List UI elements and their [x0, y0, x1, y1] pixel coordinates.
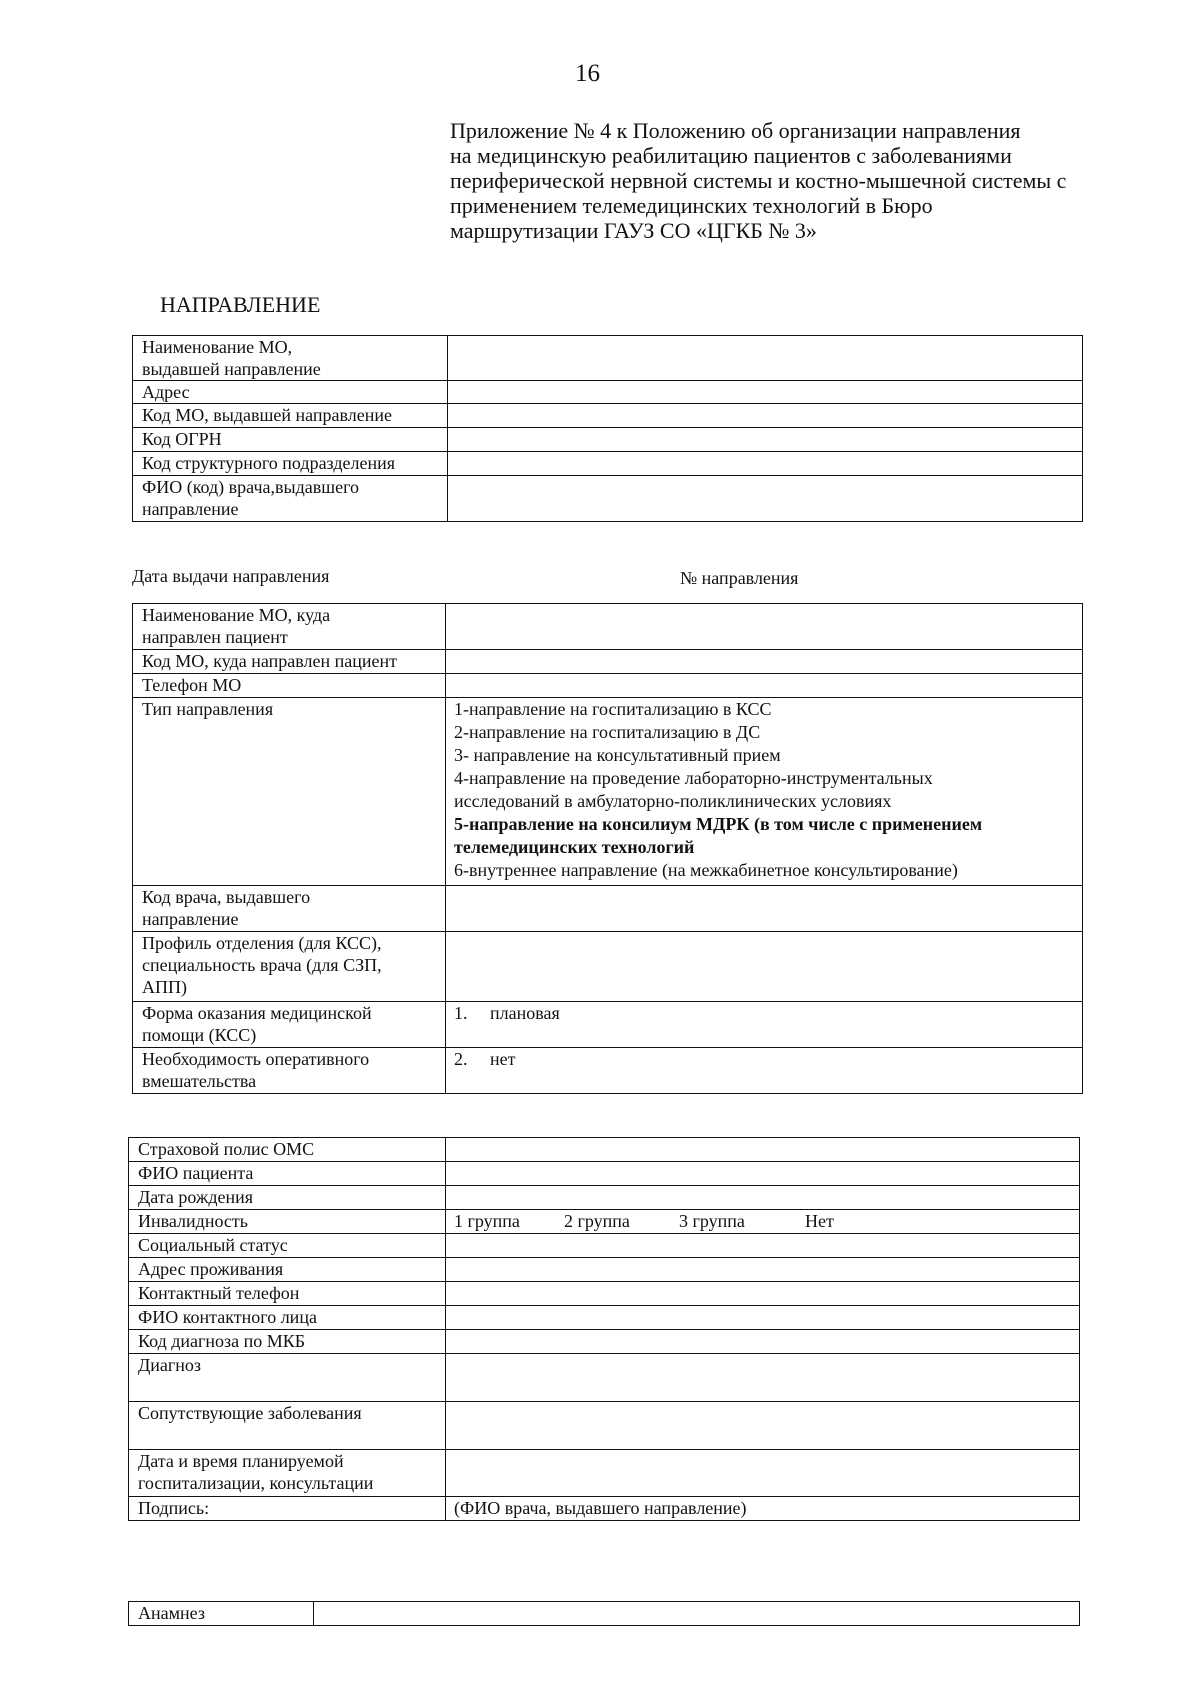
appendix-line: периферической нервной системы и костно-мышечной системы с	[450, 168, 1067, 193]
row-label: Код диагноза по МКБ	[129, 1330, 446, 1354]
disability-option[interactable]: Нет	[805, 1211, 834, 1231]
row-label	[133, 886, 446, 932]
table-row	[129, 1282, 1080, 1306]
value-cell[interactable]	[446, 650, 1083, 674]
referral-type-option-highlighted[interactable]: 5-направление на консилиум МДРК (в том числе с применением	[454, 814, 983, 834]
row-label: Контактный телефон	[129, 1282, 446, 1306]
value-cell[interactable]	[448, 404, 1083, 428]
row-label: Инвалидность	[129, 1210, 446, 1234]
row-label: Код структурного подразделения	[133, 452, 448, 476]
value-cell[interactable]	[448, 452, 1083, 476]
value-cell[interactable]	[446, 604, 1083, 650]
label-line: специальность врача (для СЗП,	[142, 955, 382, 975]
table-row	[133, 1048, 1083, 1094]
table-row	[129, 1138, 1080, 1162]
value-cell[interactable]	[446, 1186, 1080, 1210]
table-row	[129, 1234, 1080, 1258]
table-row	[133, 404, 1083, 428]
value-cell[interactable]	[446, 674, 1083, 698]
row-label	[133, 932, 446, 1002]
value-cell[interactable]	[446, 1162, 1080, 1186]
table-row	[133, 650, 1083, 674]
issue-date-label: Дата выдачи направления	[132, 566, 330, 586]
care-form-text: плановая	[490, 1003, 560, 1023]
row-label: Сопутствующие заболевания	[129, 1402, 446, 1450]
table-row	[133, 674, 1083, 698]
row-label: ФИО контактного лица	[129, 1306, 446, 1330]
label-line: Необходимость оперативного	[142, 1049, 370, 1069]
row-label	[133, 604, 446, 650]
table-row	[129, 1306, 1080, 1330]
urgent-intervention-value[interactable]	[446, 1048, 1083, 1094]
value-cell[interactable]	[448, 476, 1083, 522]
referral-type-option-highlighted: телемедицинских технологий	[454, 837, 695, 857]
disability-option[interactable]: 1 группа	[454, 1211, 520, 1231]
row-label	[129, 1450, 446, 1497]
label-line: направление	[142, 909, 239, 929]
label-line: АПП)	[142, 977, 187, 997]
disability-options	[446, 1210, 1080, 1234]
table-row	[129, 1162, 1080, 1186]
table-row	[133, 604, 1083, 650]
label-line: Форма оказания медицинской	[142, 1003, 372, 1023]
label-line: Наименование МО, куда	[142, 605, 331, 625]
appendix-line: применением телемедицинских технологий в Бюро	[450, 193, 933, 218]
table-row	[129, 1402, 1080, 1450]
value-cell[interactable]	[446, 1354, 1080, 1402]
row-label: Социальный статус	[129, 1234, 446, 1258]
table-row	[129, 1210, 1080, 1234]
label-line: помощи (КСС)	[142, 1025, 257, 1045]
value-cell[interactable]	[446, 1282, 1080, 1306]
table-row	[133, 1002, 1083, 1048]
value-cell[interactable]	[446, 932, 1083, 1002]
row-label: Тип направления	[133, 698, 446, 886]
referral-number-label: № направления	[680, 568, 799, 588]
page-number: 16	[575, 60, 600, 87]
row-label: Адрес проживания	[129, 1258, 446, 1282]
label-line: направлен пациент	[142, 627, 288, 647]
urgent-intervention-text: нет	[490, 1049, 516, 1069]
label-line: Наименование МО,	[142, 337, 293, 357]
anamnesis-label: Анамнез	[129, 1602, 314, 1626]
table-row	[129, 1602, 1080, 1626]
table-row	[133, 698, 1083, 886]
issuing-mo-table	[132, 335, 1083, 522]
referral-type-option[interactable]: 3- направление на консультативный прием	[454, 745, 781, 765]
table-row	[133, 476, 1083, 522]
disability-option[interactable]: 2 группа	[564, 1211, 630, 1231]
table-row	[129, 1497, 1080, 1521]
appendix-heading	[450, 118, 1150, 243]
disability-option[interactable]: 3 группа	[679, 1211, 745, 1231]
row-label: Диагноз	[129, 1354, 446, 1402]
label-line: госпитализации, консультации	[138, 1473, 374, 1493]
referral-type-options	[446, 698, 1083, 886]
row-label: Адрес	[133, 381, 448, 404]
table-row	[129, 1354, 1080, 1402]
document-title: НАПРАВЛЕНИЕ	[160, 292, 321, 317]
label-line: вмешательства	[142, 1071, 257, 1091]
referral-type-option[interactable]: 1-направление на госпитализацию в КСС	[454, 699, 772, 719]
label-line: Профиль отделения (для КСС),	[142, 933, 382, 953]
value-cell[interactable]	[446, 1234, 1080, 1258]
row-label: Телефон МО	[133, 674, 446, 698]
row-label	[133, 1002, 446, 1048]
row-label	[133, 336, 448, 381]
row-label	[133, 1048, 446, 1094]
row-label: Код МО, выдавшей направление	[133, 404, 448, 428]
label-line: ФИО (код) врача,выдавшего	[142, 477, 360, 497]
label-line: направление	[142, 499, 239, 519]
appendix-line: Приложение № 4 к Положению об организации направления	[450, 118, 1021, 143]
anamnesis-value[interactable]	[314, 1602, 1080, 1626]
table-row	[133, 886, 1083, 932]
value-cell[interactable]	[446, 1306, 1080, 1330]
referral-type-option[interactable]: 6-внутреннее направление (на межкабинетное консультирование)	[454, 860, 958, 880]
list-number: 2.	[454, 1049, 468, 1069]
label-line: выдавшей направление	[142, 359, 321, 379]
table-row	[133, 381, 1083, 404]
table-row	[133, 452, 1083, 476]
list-number: 1.	[454, 1003, 468, 1023]
table-row	[129, 1186, 1080, 1210]
value-cell[interactable]	[448, 381, 1083, 404]
referral-table	[132, 603, 1083, 1094]
value-cell[interactable]	[448, 428, 1083, 452]
label-line: Код врача, выдавшего	[142, 887, 311, 907]
signature-value[interactable]: (ФИО врача, выдавшего направление)	[446, 1497, 1080, 1521]
referral-type-option[interactable]: 4-направление на проведение лабораторно-инструментальных	[454, 768, 933, 788]
row-label: Код МО, куда направлен пациент	[133, 650, 446, 674]
referral-type-option: исследований в амбулаторно-поликлинических условиях	[454, 791, 892, 811]
value-cell[interactable]	[446, 886, 1083, 932]
care-form-value[interactable]	[446, 1002, 1083, 1048]
row-label: Страховой полис ОМС	[129, 1138, 446, 1162]
table-row	[133, 932, 1083, 1002]
value-cell[interactable]	[446, 1138, 1080, 1162]
row-label: ФИО пациента	[129, 1162, 446, 1186]
row-label: Дата рождения	[129, 1186, 446, 1210]
value-cell[interactable]	[446, 1330, 1080, 1354]
table-row	[133, 336, 1083, 381]
patient-table	[128, 1137, 1080, 1521]
row-label: Код ОГРН	[133, 428, 448, 452]
anamnesis-table	[128, 1601, 1080, 1626]
row-label	[133, 476, 448, 522]
table-row	[129, 1258, 1080, 1282]
table-row	[129, 1330, 1080, 1354]
appendix-line: на медицинскую реабилитацию пациентов с заболеваниями	[450, 143, 1012, 168]
value-cell[interactable]	[446, 1450, 1080, 1497]
referral-type-option[interactable]: 2-направление на госпитализацию в ДС	[454, 722, 761, 742]
value-cell[interactable]	[446, 1402, 1080, 1450]
table-row	[133, 428, 1083, 452]
label-line: Дата и время планируемой	[138, 1451, 344, 1471]
table-row	[129, 1450, 1080, 1497]
value-cell[interactable]	[446, 1258, 1080, 1282]
appendix-line: маршрутизации ГАУЗ СО «ЦГКБ № 3»	[450, 218, 817, 243]
signature-label: Подпись:	[129, 1497, 446, 1521]
value-cell[interactable]	[448, 336, 1083, 381]
